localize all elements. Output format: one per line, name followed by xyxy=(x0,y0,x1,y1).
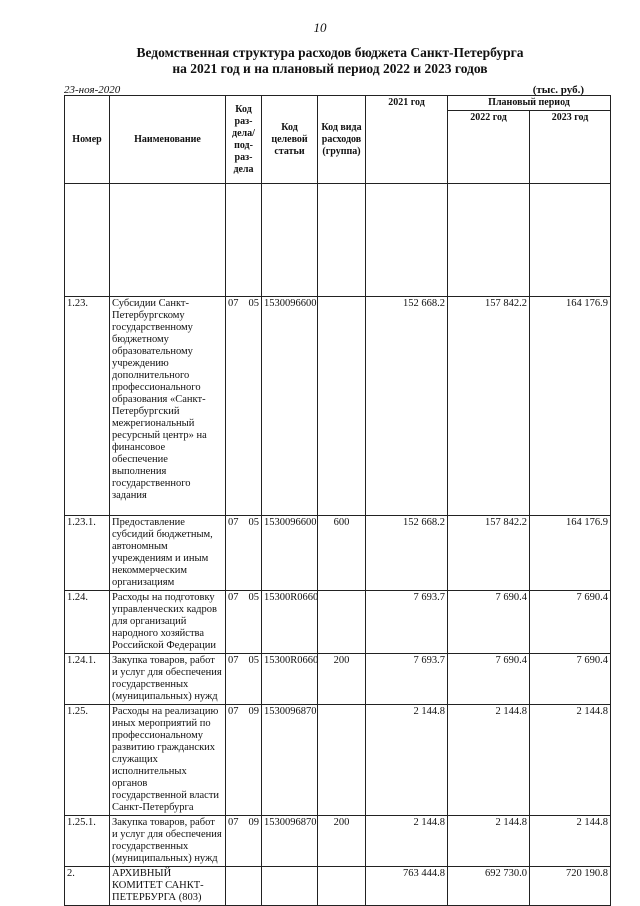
row-target-code: 15300R0660 xyxy=(262,654,318,705)
row-number: 1.24. xyxy=(65,591,110,654)
header-name: Наименование xyxy=(110,96,226,184)
row-2023-value: 2 144.8 xyxy=(530,816,611,867)
row-expense-type: 200 xyxy=(318,654,366,705)
section-code: 07 xyxy=(228,655,239,666)
subsection-code: 05 xyxy=(248,517,259,528)
row-expense-type xyxy=(318,705,366,816)
row-number: 1.25. xyxy=(65,705,110,816)
row-2021-value: 763 444.8 xyxy=(366,867,448,906)
section-code: 07 xyxy=(228,592,239,603)
row-name: Субсидии Санкт-Петербургскому государственному бюджетному образовательному учреждению дополнительного профессионального образования «Санкт-Петербургский межрегиональный ресурсный центр» на финансовое обеспечение выполнения государственного задания xyxy=(110,297,226,516)
row-2022-value: 692 730.0 xyxy=(448,867,530,906)
row-2022-value: 2 144.8 xyxy=(448,705,530,816)
title-line-1: Ведомственная структура расходов бюджета Санкт-Петербурга xyxy=(136,45,524,60)
title-line-2: на 2021 год и на плановый период 2022 и 2023 годов xyxy=(172,61,488,76)
header-target-code: Код целевой статьи xyxy=(262,96,318,184)
row-2022-value: 7 690.4 xyxy=(448,654,530,705)
row-number: 1.24.1. xyxy=(65,654,110,705)
row-name: Расходы на реализацию иных мероприятий по профессиональному развитию гражданских служащих исполнительных органов государственной власти Санкт-Петербурга xyxy=(110,705,226,816)
row-2023-value: 720 190.8 xyxy=(530,867,611,906)
row-name: АРХИВНЫЙ КОМИТЕТ САНКТ-ПЕТЕРБУРГА (803) xyxy=(110,867,226,906)
subsection-code: 05 xyxy=(248,592,259,603)
table-row xyxy=(65,516,611,591)
table-row xyxy=(65,705,611,816)
row-section-code xyxy=(226,654,262,705)
subsection-code: 09 xyxy=(248,817,259,828)
header-2021: 2021 год xyxy=(366,96,448,184)
table-row xyxy=(65,591,611,654)
row-target-code: 1530096870 xyxy=(262,705,318,816)
row-number: 1.25.1. xyxy=(65,816,110,867)
table-row xyxy=(65,867,611,906)
row-expense-type: 600 xyxy=(318,516,366,591)
row-section-code xyxy=(226,867,262,906)
row-2021-value: 2 144.8 xyxy=(366,705,448,816)
subsection-code: 05 xyxy=(248,298,259,309)
section-code: 07 xyxy=(228,706,239,717)
row-2023-value: 164 176.9 xyxy=(530,297,611,516)
section-code: 07 xyxy=(228,517,239,528)
row-section-code xyxy=(226,705,262,816)
row-2021-value: 7 693.7 xyxy=(366,591,448,654)
table-row xyxy=(65,297,611,516)
row-number: 1.23. xyxy=(65,297,110,516)
row-number: 1.23.1. xyxy=(65,516,110,591)
row-expense-type xyxy=(318,297,366,516)
row-2023-value: 164 176.9 xyxy=(530,516,611,591)
row-2021-value: 2 144.8 xyxy=(366,816,448,867)
table-row xyxy=(65,816,611,867)
row-2022-value: 7 690.4 xyxy=(448,591,530,654)
header-section-code: Код раз-дела/ под-раз-дела xyxy=(226,96,262,184)
header-planned-period: Плановый период xyxy=(448,96,611,111)
section-code: 07 xyxy=(228,817,239,828)
units-label: (тыс. руб.) xyxy=(532,84,584,96)
row-name: Закупка товаров, работ и услуг для обеспечения государственных (муниципальных) нужд xyxy=(110,816,226,867)
document-title xyxy=(60,45,600,77)
section-code: 07 xyxy=(228,298,239,309)
row-2022-value: 2 144.8 xyxy=(448,816,530,867)
header-2023: 2023 год xyxy=(530,111,611,184)
subsection-code: 05 xyxy=(248,655,259,666)
header-2022: 2022 год xyxy=(448,111,530,184)
header-number: Номер xyxy=(65,96,110,184)
row-2022-value: 157 842.2 xyxy=(448,297,530,516)
row-2023-value: 7 690.4 xyxy=(530,654,611,705)
row-name: Расходы на подготовку управленческих кадров для организаций народного хозяйства Российской Федерации xyxy=(110,591,226,654)
row-2021-value: 7 693.7 xyxy=(366,654,448,705)
row-name: Предоставление субсидий бюджетным, автономным учреждениям и иным некоммерческим организациям xyxy=(110,516,226,591)
row-2023-value: 7 690.4 xyxy=(530,591,611,654)
row-2021-value: 152 668.2 xyxy=(366,297,448,516)
row-target-code: 1530096870 xyxy=(262,816,318,867)
subsection-code: 09 xyxy=(248,706,259,717)
row-expense-type xyxy=(318,867,366,906)
table-row xyxy=(65,654,611,705)
row-expense-type: 200 xyxy=(318,816,366,867)
row-target-code: 15300R0660 xyxy=(262,591,318,654)
row-2021-value: 152 668.2 xyxy=(366,516,448,591)
row-expense-type xyxy=(318,591,366,654)
row-section-code xyxy=(226,591,262,654)
row-section-code xyxy=(226,297,262,516)
page-number: 10 xyxy=(313,20,327,35)
row-section-code xyxy=(226,816,262,867)
row-target-code xyxy=(262,867,318,906)
row-number: 2. xyxy=(65,867,110,906)
row-name: Закупка товаров, работ и услуг для обеспечения государственных (муниципальных) нужд xyxy=(110,654,226,705)
budget-table xyxy=(64,95,611,906)
document-date: 23-ноя-2020 xyxy=(64,84,121,96)
row-target-code: 1530096600 xyxy=(262,297,318,516)
header-expense-type-code: Код вида расходов (группа) xyxy=(318,96,366,184)
row-2023-value: 2 144.8 xyxy=(530,705,611,816)
row-target-code: 1530096600 xyxy=(262,516,318,591)
row-section-code xyxy=(226,516,262,591)
row-2022-value: 157 842.2 xyxy=(448,516,530,591)
